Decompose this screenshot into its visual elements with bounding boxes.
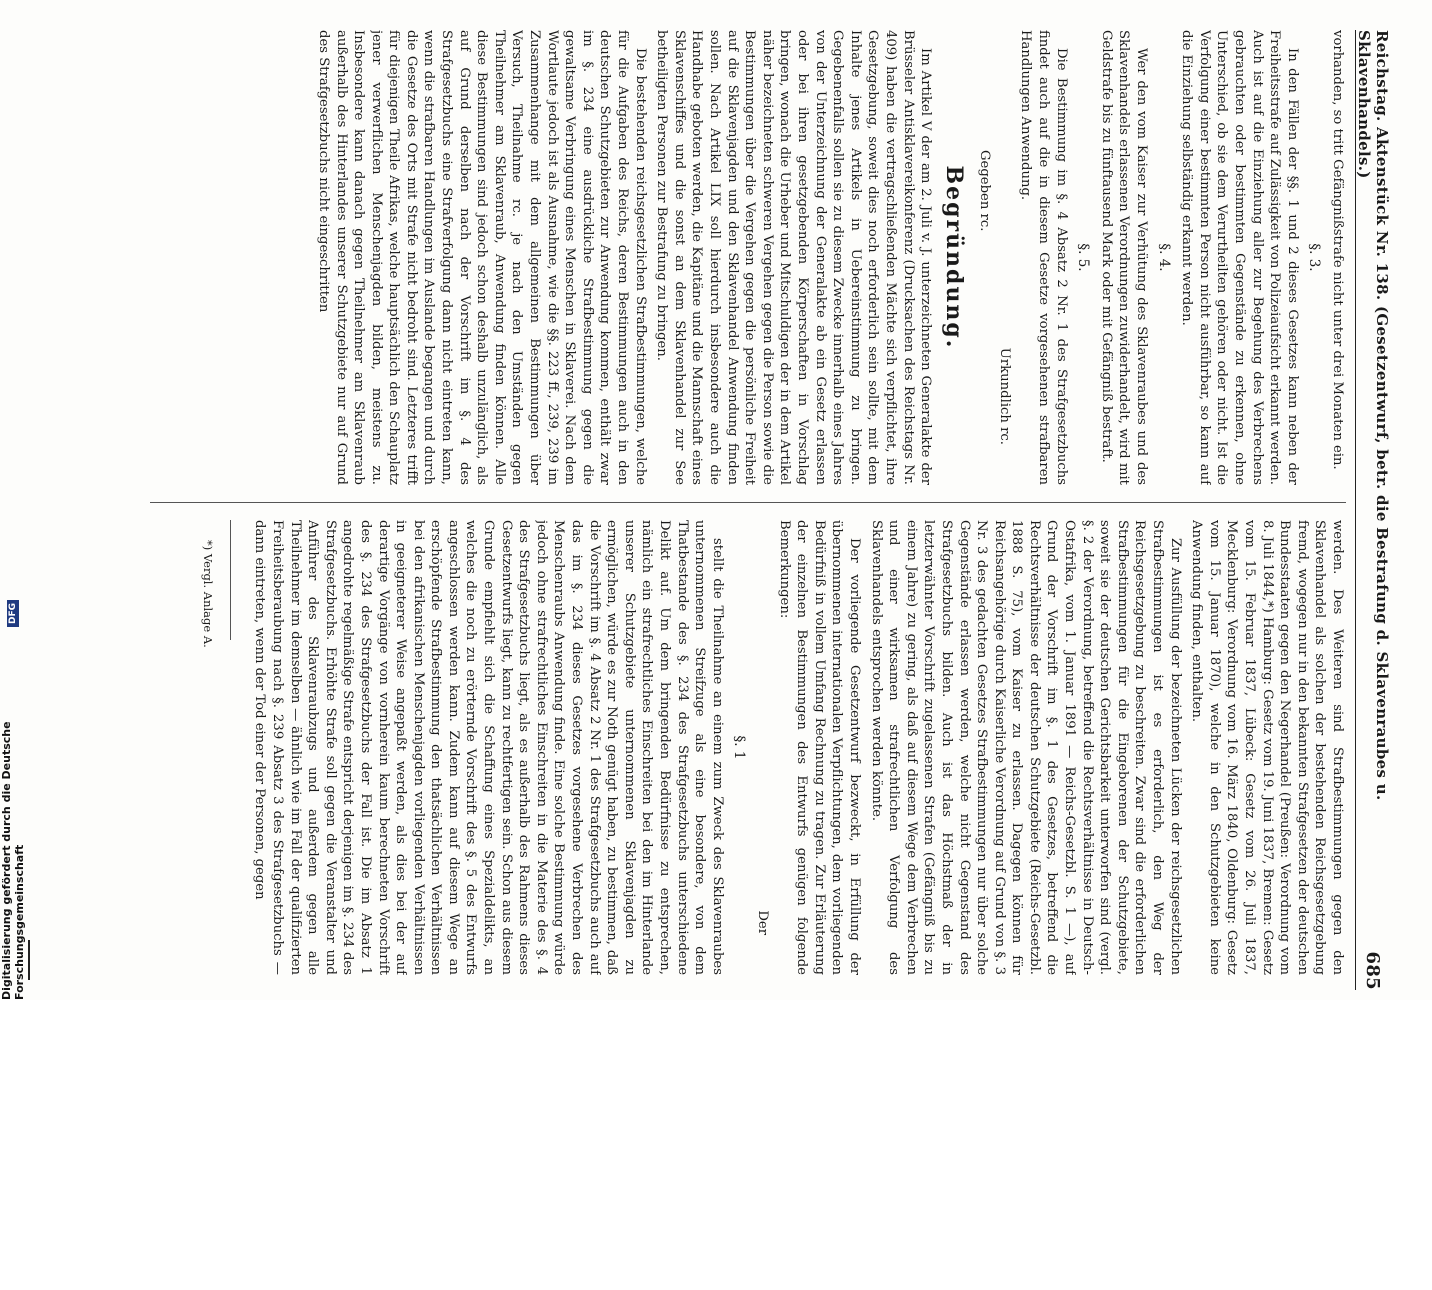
paragraph: In den Fällen der §§. 1 und 2 dieses Gesetzes kann neben der Freiheitsstrafe auf Zulässigkeit von Polizeiaufsicht erkannt werden. Auch ist auf die Einziehung aller zur Begehung des Verbrechens gebrauchten oder bestimmten Gegenstände zu erkennen, ohne Unterschied, ob sie dem Verurtheilten gehören oder nicht. Ist die Verfolgung einer bestimmten Person nicht ausführbar, so kann auf die Einziehung selbständig erkannt werden. [1179,30,1300,485]
paragraph: Der vorliegende Gesetzentwurf bezweckt, in Erfüllung der übernommenen internationalen Verpflichtungen, dem vorliegenden Bedürfniß in vollem Umfang Rechnung zu tragen. Zur Erläuterung der einzelnen Bestimmungen des Entwurfs genügen folgende Bemerkungen: [776,520,862,975]
footnote-rule [230,520,231,640]
column-divider [150,502,1346,503]
header-title: Reichstag. Aktenstück Nr. 138. (Gesetzentwurf, betr. die Bestrafung d. Sklavenraubes u. Sklavenhandels.) [1355,30,1391,801]
catchword: Der [755,910,770,935]
page-header [1355,30,1390,990]
digitization-text: Digitalisierung gefördert durch die Deutsche Forschungsgemeinschaft [0,721,26,1000]
section-heading-4: §. 4. [1155,243,1172,272]
dfg-logo: DFG [7,600,19,627]
section-heading-1: §. 1 [731,735,748,760]
paragraph: Die bestehenden reichsgesetzlichen Strafbestimmungen, welche für die Aufgaben des Reichs, deren Bestimmungen auch in den deutschen Schutzgebieten zur Anwendung kommen, enthält zwar im §. 234 eine ausdrückliche Strafbestimmung gegen die gewaltsame Verbringung eines Menschen in Sklaverei. Nach dem Wortlaute jedoch ist als Ausnahme, wie die §§. 223 ff., 239, 239 im Zusammenhange mit dem allgemeinen Bestimmungen über Versuch, Theilnahme rc. je nach den Umständen gegen Theilnehmer am Sklavenraub, Anwendung finden können. Alle diese Bestimmungen sind jedoch schon deshalb unzulänglich, als auf Grund derselben nach der Vorschrift im §. 4 des Strafgesetzbuchs eine Strafverfolgung dann nicht eintreten kann, wenn die strafbaren Handlungen im Auslande begangen und durch die Gesetze des Orts mit Strafe nicht bedroht sind. Letzteres trifft für diejenigen Theile Afrikas, welche hauptsächlich den Schauplatz jener verwerflichen Menschenjagden bilden, meistens zu. Insbesondere kann danach gegen Theilnehmer am Sklavenraub außerhalb des Hinterlandes unserer Schutzgebiete nur auf Grund des Strafgesetzbuchs nicht eingeschritten [315,30,648,485]
signature-line: Urkundlich rc. [996,347,1012,445]
page-number: 685 [1362,951,1384,990]
paragraph: werden. Des Weiteren sind Strafbestimmungen gegen den Sklavenhandel als solchen der bestehenden Reichsgesetzgebung fremd, wogegen nur in den bekannten Strafgesetzen der deutschen Bundesstaaten gegen den Negerhandel (Preußen: Verordnung vom 8. Juli 1844,*) Hamburg: Gesetz vom 19. Juni 1837, Bremen: Gesetz vom 15. Februar 1837, Lübeck: Gesetz vom 26. Juli 1837, Mecklenburg: Verordnung vom 16. März 1840, Oldenburg: Gesetz vom 15. Januar 1870), welche in den Schutzgebieten keine Anwendung finden, enthalten. [1189,520,1345,975]
section-heading-5: §. 5. [1075,243,1092,272]
signature-line: Gegeben rc. [977,150,993,232]
paragraph: Wer den vom Kaiser zur Verhütung des Sklavenraubes und des Sklavenhandels erlassenen Verordnungen zuwiderhandelt, wird mit Geldstrafe bis zu fünftausend Mark oder mit Gefängniß bestraft. [1098,30,1150,485]
rotated-page-content [130,30,1391,1290]
section-heading-3: §. 3. [1306,243,1323,272]
paragraph: vorhanden, so tritt Gefängnißstrafe nicht unter drei Monaten ein. [1330,30,1345,470]
paragraph: stellt die Theilnahme an einem zum Zweck des Sklavenraubes unternommenen Streifzuge als eine besondere, von dem Thatbestande des §. 234 des Strafgesetzbuchs unterschiedene Delikt auf. Um dem bringenden Bedürfnisse zu entsprechen, nämlich ein strafrechtliches Einschreiten bei den im Hinterlande unserer Schutzgebiete unternommenen Sklavenjagden zu ermöglichen, würde es zur Noth genügt haben, zu bestimmen, daß die Vorschrift im §. 4 Absatz 2 Nr. 1 des Strafgesetzbuchs auch auf das im §. 234 dieses Gesetzes vorgesehene Verbrechen des Menschenraubs Anwendung finde. Eine solche Bestimmung würde jedoch ohne strafrechtliches Einschreiten in die Materie des §. 4 des Strafgesetzbuchs liegt, als es außerhalb des Rahmens dieses Gesetzentwurfs liegt, kann zu rechtfertigen sein. Schon aus diesem Grunde empfiehlt sich die Schaffung eines Spezialdelikts, an welches die noch zu erörternde Vorschrift des §. 5 des Entwurfs angeschlossen werden kann. Zudem kann auf diesem Wege an erschöpfende Strafbestimmung den thatsächlichen Verhältnissen bei den afrikanischen Menschenjagden vorliegenden Verhältnissen in geeigneterer Weise angepaßt werden, als dies bei der auf derartige Vorgänge von vornherein kaum berechneten Vorschrift des §. 234 des Strafgesetzbuchs der Fall ist. Die im Absatz 1 angedrohte regelmäßige Strafe entspricht derjenigen im §. 234 des Strafgesetzbuchs. Erhöhte Strafe soll gegen die Veranstalter und Anführer des Sklavenraubzugs und außerdem gegen alle Theilnehmer im demselben — ähnlich wie im Fall der qualifizierten Freiheitsberaubung nach §. 239 Absatz 3 des Strafgesetzbuchs — dann eintreten, wenn der Tod einer der Personen, gegen [252,520,725,975]
paragraph: Die Bestimmung im §. 4 Absatz 2 Nr. 1 des Strafgesetzbuchs findet auch auf die in diesem Gesetze vorgesehenen strafbaren Handlungen Anwendung. [1018,30,1069,485]
digitization-credit [0,600,26,1000]
left-column [150,30,1346,485]
paragraph: Zur Ausfüllung der bezeichneten Lücken der reichsgesetzlichen Strafbestimmungen ist es erforderlich, den Weg der Reichsgesetzgebung zu beschreiten. Zwar sind die erforderlichen Strafbestimmungen für die Eingeborenen der Schutzgebiete, soweit sie der deutschen Gerichtsbarkeit unterworfen sind (vergl. §. 2 der Verordnung, betreffend die Rechtsverhältnisse in Deutsch-Ostafrika, vom 1. Januar 1891 — Reichs-Gesetzbl. S. 1 —), auf Grund der Vorschrift im §. 1 des Gesetzes, betreffend die Rechtsverhältnisse der deutschen Schutzgebiete (Reichs-Gesetzbl. 1888 S. 75), vom Kaiser zu erlassen. Dagegen können für Reichsangehörige durch Kaiserliche Verordnung auf Grund von §. 3 Nr. 3 des gedachten Gesetzes Strafbestimmungen nur über solche Gegenstände erlassen werden, welche nicht Gegenstand des Strafgesetzbuchs bilden. Auch ist das Höchstmaß der in letzterwähnter Vorschrift zugelassenen Strafen (Gefängniß bis zu einem Jahre) zu gering, als daß auf diesem Wege dem Verbrechen und einer wirksamen strafrechtlichen Verfolgung des Sklavenhandels entsprochen werden könnte. [868,520,1183,975]
paragraph: Im Artikel V der am 2. Juli v. J. unterzeichneten Generalakte der Brüsseler Antisklavereikonferenz (Drucksachen des Reichstags Nr. 409) haben die vertragschließenden Mächte sich verpflichtet, ihre Gesetzgebung, soweit dies noch erforderlich sein sollte, mit dem Inhalte jenes Artikels in Uebereinstimmung zu bringen. Gegebenenfalls sollen sie zu diesem Zwecke innerhalb eines Jahres von der Unterzeichnung der Generalakte ab ein Gesetz erlassen oder bei ihren gesetzgebenden Körperschaften in Vorschlag bringen, wonach die Urheber und Mitschuldigen der in dem Artikel näher bezeichneten schweren Vergehen gegen die Person sowie die Bestimmungen über die Vergehen gegen die persönliche Freiheit auf die Sklavenjagden und den Sklavenhandel Anwendung finden sollen. Nach Artikel LIX soll hierdurch insbesondere auch die Handhabe geboten werden, die Kapitäne und die Mannschaft eines Sklavenschiffes und die sonst an dem Sklavenhandel zur See betheiligten Personen zur Bestrafung zu bringen. [654,30,934,485]
section-title: Begründung. [940,165,967,350]
footnote: *) Vergl. Anlage A. [200,540,215,648]
right-column [150,520,1346,975]
scan-edge-mark [28,940,42,980]
